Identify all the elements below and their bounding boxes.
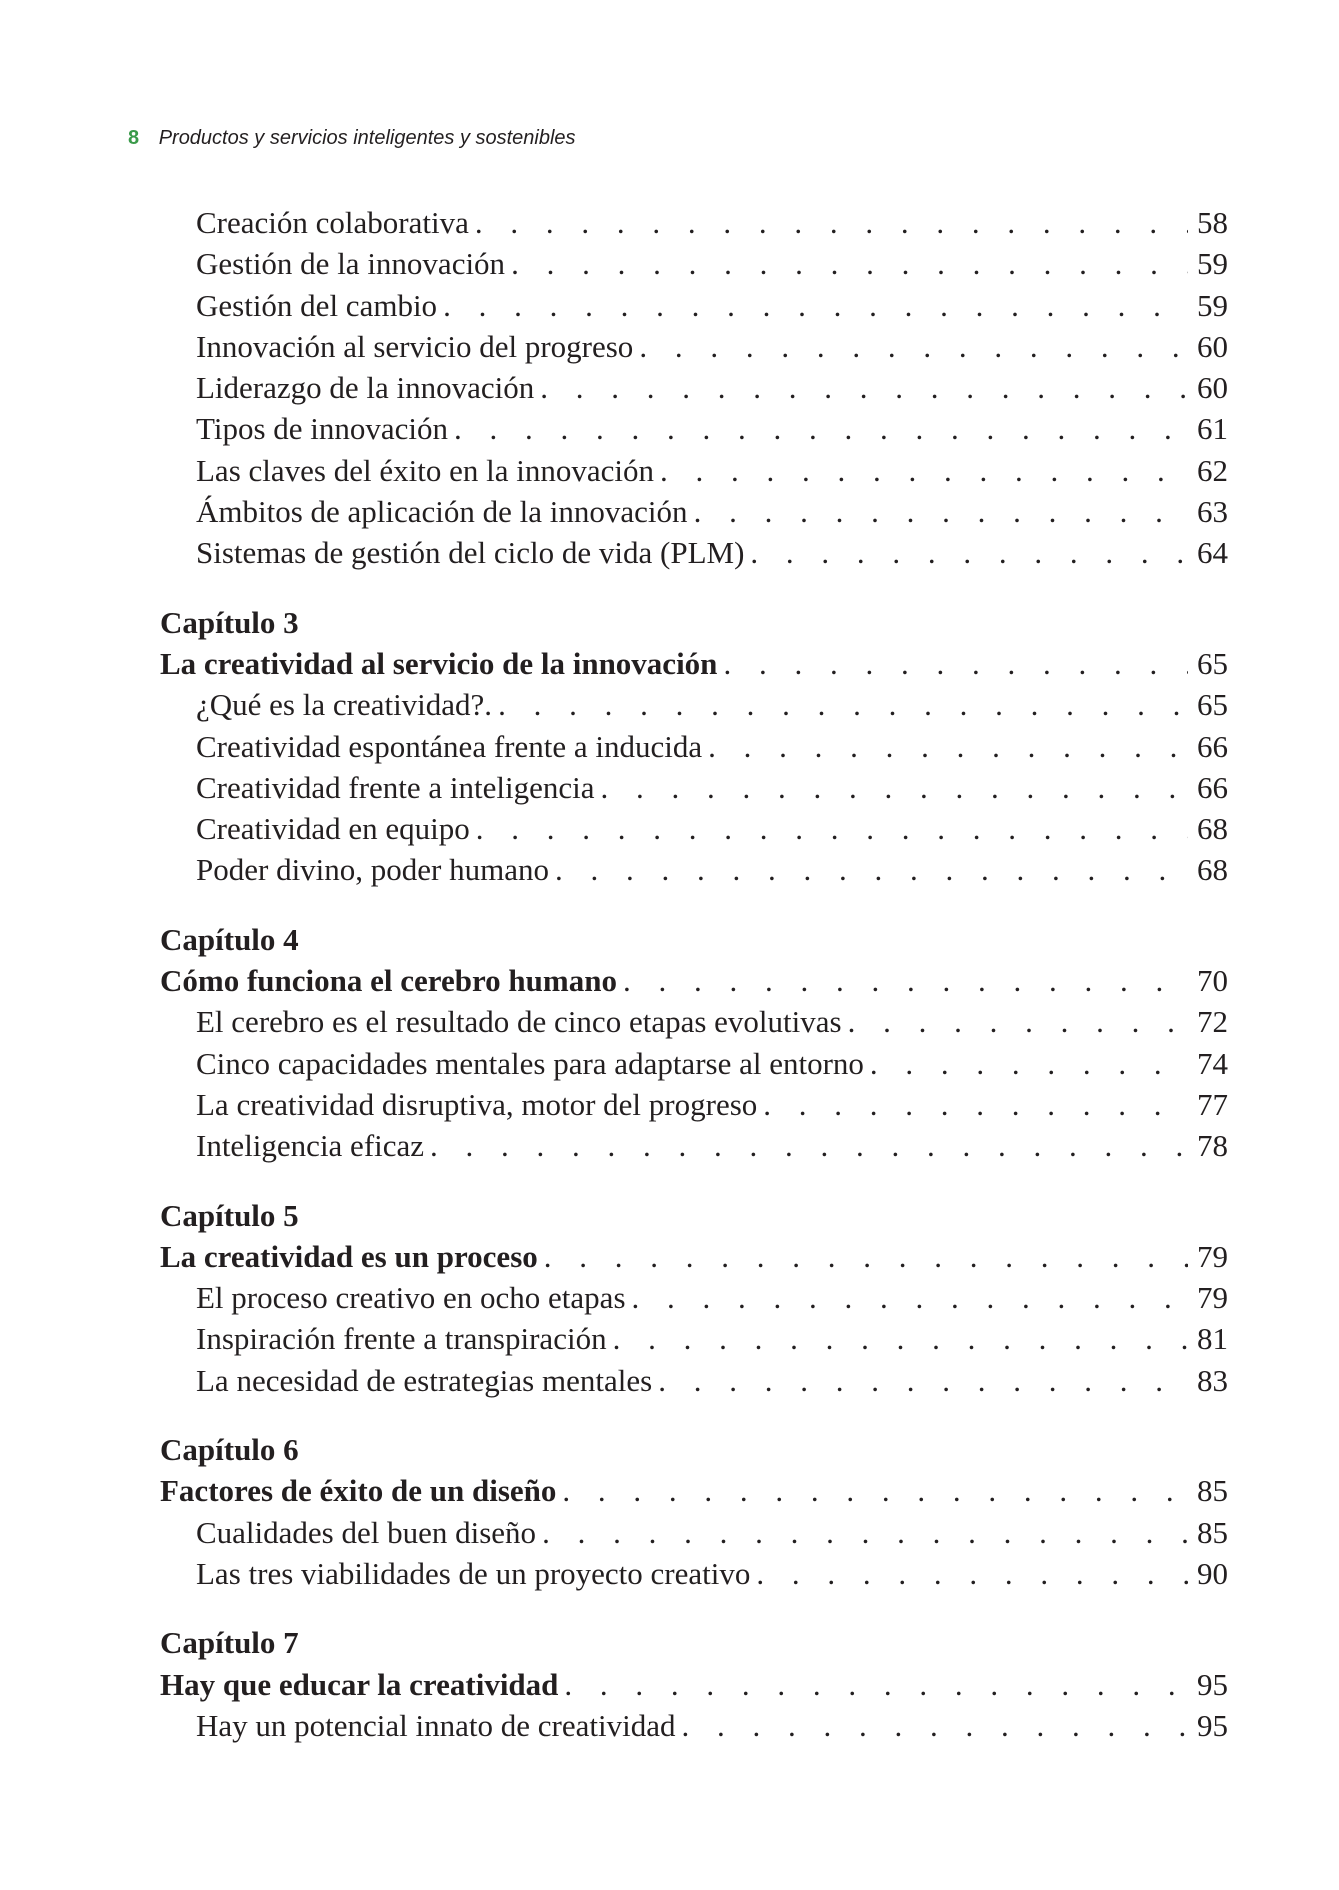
toc-entry[interactable] <box>160 408 1228 449</box>
toc-entry[interactable] <box>160 450 1228 491</box>
toc-entry-title: Ámbitos de aplicación de la innovación <box>196 494 688 530</box>
toc-entry-page: 85 <box>1197 1473 1228 1509</box>
toc-entry-page: 63 <box>1197 494 1228 530</box>
toc-entry[interactable] <box>160 1553 1228 1594</box>
chapter-label: Capítulo 7 <box>160 1625 299 1661</box>
toc-entry-title: Tipos de innovación <box>196 411 449 447</box>
toc-entry-page: 90 <box>1197 1555 1228 1591</box>
dot-leader <box>534 367 1188 408</box>
toc-entry-title: Creatividad en equipo <box>196 811 470 847</box>
toc-entry-title: Inspiración frente a transpiración <box>196 1321 607 1357</box>
dot-leader <box>864 1043 1188 1084</box>
toc-entry-page: 65 <box>1197 687 1228 723</box>
dot-leader <box>750 1553 1188 1594</box>
chapter-block <box>160 1195 1228 1401</box>
toc-entry-title: Las tres viabilidades de un proyecto creativo <box>196 1555 751 1591</box>
chapter-title-entry[interactable] <box>160 1236 1228 1277</box>
toc-entry-title: ¿Qué es la creatividad?. <box>196 687 493 723</box>
toc-entry-title: Hay un potencial innato de creatividad <box>196 1707 676 1743</box>
toc-entry[interactable] <box>160 767 1228 808</box>
chapter-title: La creatividad es un proceso <box>160 1238 538 1274</box>
running-header <box>128 126 576 150</box>
chapter-label: Capítulo 6 <box>160 1432 299 1468</box>
toc-entry-title: El proceso creativo en ocho etapas <box>196 1280 626 1316</box>
toc-entry[interactable] <box>160 726 1228 767</box>
chapter-title-entry[interactable] <box>160 960 1228 1001</box>
chapter-title: Factores de éxito de un diseño <box>160 1473 557 1509</box>
toc-entry-title: Sistemas de gestión del ciclo de vida (PLM) <box>196 535 745 571</box>
chapter-block <box>160 919 1228 1167</box>
toc-entry-title: Las claves del éxito en la innovación <box>196 452 654 488</box>
toc-entry-page: 85 <box>1197 1514 1228 1550</box>
dot-leader <box>536 1512 1188 1553</box>
chapter-title-entry[interactable] <box>160 1664 1228 1705</box>
dot-leader <box>469 202 1188 243</box>
chapter-block <box>160 602 1228 891</box>
page-number: 8 <box>128 127 140 149</box>
toc-entry-page: 95 <box>1197 1666 1228 1702</box>
toc-entry-title: Poder divino, poder humano <box>196 852 550 888</box>
dot-leader <box>556 1470 1188 1511</box>
toc-entry-page: 59 <box>1197 246 1228 282</box>
dot-leader <box>549 849 1188 890</box>
toc-entry-page: 68 <box>1197 852 1228 888</box>
toc-entry[interactable] <box>160 1360 1228 1401</box>
toc-entry-page: 95 <box>1197 1707 1228 1743</box>
toc-entry[interactable] <box>160 243 1228 284</box>
dot-leader <box>652 1360 1188 1401</box>
toc-entry-title: Gestión de la innovación <box>196 246 506 282</box>
toc-entry-title: Creatividad espontánea frente a inducida <box>196 728 703 764</box>
toc-entry[interactable] <box>160 849 1228 890</box>
dot-leader <box>688 491 1188 532</box>
toc-entry[interactable] <box>160 684 1228 725</box>
toc-entry-title: Creación colaborativa <box>196 205 469 240</box>
toc-entry-page: 60 <box>1197 370 1228 406</box>
toc-entry-title: Creatividad frente a inteligencia <box>196 769 595 805</box>
chapter-label: Capítulo 5 <box>160 1197 299 1233</box>
chapter-label: Capítulo 3 <box>160 604 299 640</box>
toc-entry[interactable] <box>160 1084 1228 1125</box>
dot-leader <box>424 1125 1188 1166</box>
toc-entry-page: 70 <box>1197 963 1228 999</box>
toc-entry-title: Innovación al servicio del progreso <box>196 328 634 364</box>
toc-entry[interactable] <box>160 367 1228 408</box>
chapter-title-entry[interactable] <box>160 643 1228 684</box>
toc-entry-page: 62 <box>1197 452 1228 488</box>
dot-leader <box>717 643 1188 684</box>
chapter-title: Hay que educar la creatividad <box>160 1666 559 1702</box>
toc-entry-title: Gestión del cambio <box>196 287 438 323</box>
toc-entry[interactable] <box>160 202 1228 243</box>
dot-leader <box>505 243 1188 284</box>
table-of-contents <box>160 202 1228 1746</box>
chapter-block <box>160 1429 1228 1594</box>
toc-entry[interactable] <box>160 808 1228 849</box>
dot-leader <box>654 450 1188 491</box>
dot-leader <box>626 1277 1188 1318</box>
toc-entry-page: 60 <box>1197 328 1228 364</box>
toc-entry-page: 78 <box>1197 1128 1228 1164</box>
dot-leader <box>617 960 1188 1001</box>
toc-entry[interactable] <box>160 326 1228 367</box>
toc-entry[interactable] <box>160 1512 1228 1553</box>
toc-entry[interactable] <box>160 491 1228 532</box>
toc-entry-page: 83 <box>1197 1362 1228 1398</box>
toc-entry-page: 79 <box>1197 1280 1228 1316</box>
chapter-block <box>160 1622 1228 1746</box>
dot-leader <box>492 684 1188 725</box>
toc-entry-page: 74 <box>1197 1045 1228 1081</box>
dot-leader <box>757 1084 1188 1125</box>
toc-entry-title: El cerebro es el resultado de cinco etapas evolutivas <box>196 1004 842 1040</box>
toc-entry[interactable] <box>160 285 1228 326</box>
dot-leader <box>437 285 1188 326</box>
toc-entry[interactable] <box>160 1318 1228 1359</box>
toc-entry-page: 58 <box>1197 205 1228 240</box>
chapter-title: La creatividad al servicio de la innovación <box>160 645 718 681</box>
dot-leader <box>675 1705 1188 1746</box>
dot-leader <box>538 1236 1188 1277</box>
toc-entry-title: Inteligencia eficaz <box>196 1128 425 1164</box>
dot-leader <box>470 808 1188 849</box>
toc-entry-page: 77 <box>1197 1086 1228 1122</box>
toc-entry-title: Liderazgo de la innovación <box>196 370 535 406</box>
toc-entry-title: Cinco capacidades mentales para adaptarse al entorno <box>196 1045 864 1081</box>
chapter-label: Capítulo 4 <box>160 921 299 957</box>
toc-entry[interactable] <box>160 532 1228 573</box>
dot-leader <box>595 767 1188 808</box>
toc-entry[interactable] <box>160 1125 1228 1166</box>
toc-continued-sections <box>160 202 1228 574</box>
chapter-title-entry[interactable] <box>160 1470 1228 1511</box>
toc-entry-page: 68 <box>1197 811 1228 847</box>
toc-entry[interactable] <box>160 1277 1228 1318</box>
dot-leader <box>607 1318 1188 1359</box>
dot-leader <box>633 326 1188 367</box>
toc-entry-page: 65 <box>1197 645 1228 681</box>
toc-entry-page: 61 <box>1197 411 1228 447</box>
toc-entry-page: 79 <box>1197 1238 1228 1274</box>
toc-entry-page: 66 <box>1197 769 1228 805</box>
toc-entry-page: 72 <box>1197 1004 1228 1040</box>
toc-entry-title: Cualidades del buen diseño <box>196 1514 537 1550</box>
toc-entry-page: 64 <box>1197 535 1228 571</box>
toc-entry[interactable] <box>160 1705 1228 1746</box>
dot-leader <box>842 1001 1188 1042</box>
toc-entry-title: La creatividad disruptiva, motor del progreso <box>196 1086 758 1122</box>
dot-leader <box>558 1664 1188 1705</box>
toc-entry-page: 66 <box>1197 728 1228 764</box>
chapter-title: Cómo funciona el cerebro humano <box>160 963 617 999</box>
toc-entry-title: La necesidad de estrategias mentales <box>196 1362 653 1398</box>
dot-leader <box>744 532 1188 573</box>
dot-leader <box>448 408 1188 449</box>
toc-entry-page: 81 <box>1197 1321 1228 1357</box>
toc-entry[interactable] <box>160 1001 1228 1042</box>
toc-entry[interactable] <box>160 1043 1228 1084</box>
running-title: Productos y servicios inteligentes y sostenibles <box>158 127 576 149</box>
toc-entry-page: 59 <box>1197 287 1228 323</box>
dot-leader <box>702 726 1188 767</box>
